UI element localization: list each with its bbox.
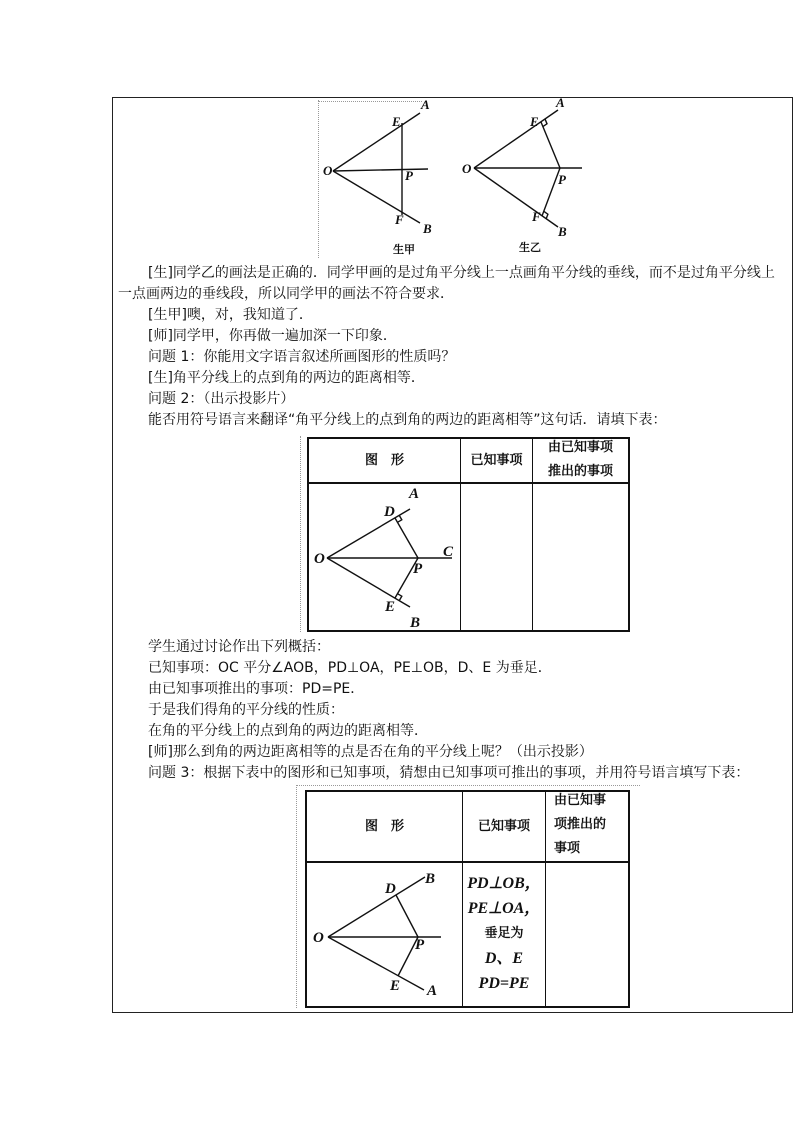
scan-edge-line: [296, 785, 297, 1008]
label-b: B: [558, 224, 567, 239]
label-e: E: [385, 599, 396, 615]
header-label: 由已知事项: [547, 440, 613, 455]
header-label: 项推出的: [554, 817, 607, 832]
header-label: 已知事项: [477, 818, 530, 834]
label-a: A: [409, 486, 420, 502]
question-2: 问题 2：（出示投影片）: [148, 391, 295, 407]
table-2-header-figure: [307, 792, 462, 861]
label-d: D: [384, 504, 395, 520]
scan-edge-line: [296, 785, 640, 786]
table-2-derived-cell: [546, 863, 628, 1006]
header-label: 事项: [554, 841, 581, 856]
figure-caption: 生甲: [393, 243, 415, 256]
label-p: P: [558, 172, 566, 187]
header-label: 推出的事项: [547, 464, 613, 479]
table-1-header-figure: [309, 439, 460, 482]
label-e: E: [530, 114, 539, 129]
paragraph-line: [生]同学乙的画法是正确的．同学甲画的是过角平分线上一点画角平分线的垂线，而不是过角平分线上: [148, 265, 775, 281]
label-d: D: [385, 881, 396, 897]
table-1-known-cell: [461, 485, 532, 630]
paragraph-line: 一点画两边的垂线段，所以同学甲的画法不符合要求．: [118, 286, 454, 302]
paragraph-line: [生]角平分线上的点到角的两边的距离相等．: [148, 370, 425, 386]
table-1-figure: [312, 485, 457, 630]
label-b: B: [410, 615, 421, 631]
table-2-figure: [312, 864, 460, 1006]
figure-student-jia: [320, 97, 440, 260]
header-label: 由已知事: [554, 793, 607, 808]
header-label: 已知事项: [470, 452, 523, 468]
label-e: E: [392, 114, 401, 129]
table-1-header-known: [461, 439, 532, 482]
header-label: 图 形: [364, 452, 404, 468]
paragraph-line: [师]同学甲，你再做一遍加深一下印象．: [148, 328, 397, 344]
question-3: 问题 3：根据下表中的图形和已知事项，猜想由已知事项可推出的事项，并用符号语言填写下表：: [148, 765, 750, 781]
paragraph-line: 学生通过讨论作出下列概括：: [148, 639, 330, 655]
question-1: 问题 1：你能用文字语言叙述所画图形的性质吗？: [148, 349, 456, 365]
paragraph-line: [生甲]噢，对，我知道了．: [148, 307, 313, 323]
paragraph-line: 由已知事项推出的事项：PD=PE．: [148, 681, 365, 697]
paragraph-line: 在角的平分线上的点到角的两边的距离相等．: [148, 723, 428, 739]
label-f: F: [532, 209, 541, 224]
header-label: 图 形: [364, 818, 404, 834]
scan-edge-line: [318, 100, 319, 258]
label-o: O: [313, 930, 324, 946]
paragraph-line: [师]那么到角的两边距离相等的点是否在角的平分线上呢？（出示投影）: [148, 744, 593, 760]
label-a: A: [427, 983, 438, 999]
known-item: 垂足为: [484, 926, 524, 941]
label-e: E: [390, 978, 401, 994]
paragraph-line: 已知事项：OC 平分∠AOB，PD⊥OA，PE⊥OB，D、E 为垂足．: [148, 660, 552, 676]
label-a: A: [421, 97, 430, 112]
table-2-header-derived: [554, 789, 606, 861]
label-f: F: [395, 212, 404, 227]
label-c: C: [443, 544, 454, 560]
label-a: A: [556, 95, 565, 110]
paragraph-line: 能否用符号语言来翻译“角平分线上的点到角的两边的距离相等”这句话．请填下表：: [148, 412, 667, 428]
label-p: P: [405, 168, 413, 183]
known-item: PE⊥OA，: [467, 900, 541, 917]
table-1-header-derived: [533, 437, 628, 483]
known-item: D、E: [484, 950, 524, 967]
figure-caption: 生乙: [519, 241, 541, 254]
table-2-header-known: [463, 792, 545, 861]
label-o: O: [462, 161, 472, 176]
table-1-derived-cell: [533, 485, 628, 630]
scan-edge-line: [300, 436, 301, 632]
label-p: P: [413, 561, 423, 577]
table-2-known-cell: [463, 871, 545, 996]
label-p: P: [415, 937, 425, 953]
known-item: PD=PE: [478, 975, 530, 992]
known-item: PD⊥OB，: [467, 875, 541, 892]
label-b: B: [425, 871, 436, 887]
paragraph-line: 于是我们得角的平分线的性质：: [148, 702, 344, 718]
label-b: B: [423, 221, 432, 236]
label-o: O: [323, 163, 333, 178]
figure-student-yi: [455, 95, 585, 260]
label-o: O: [314, 551, 325, 567]
